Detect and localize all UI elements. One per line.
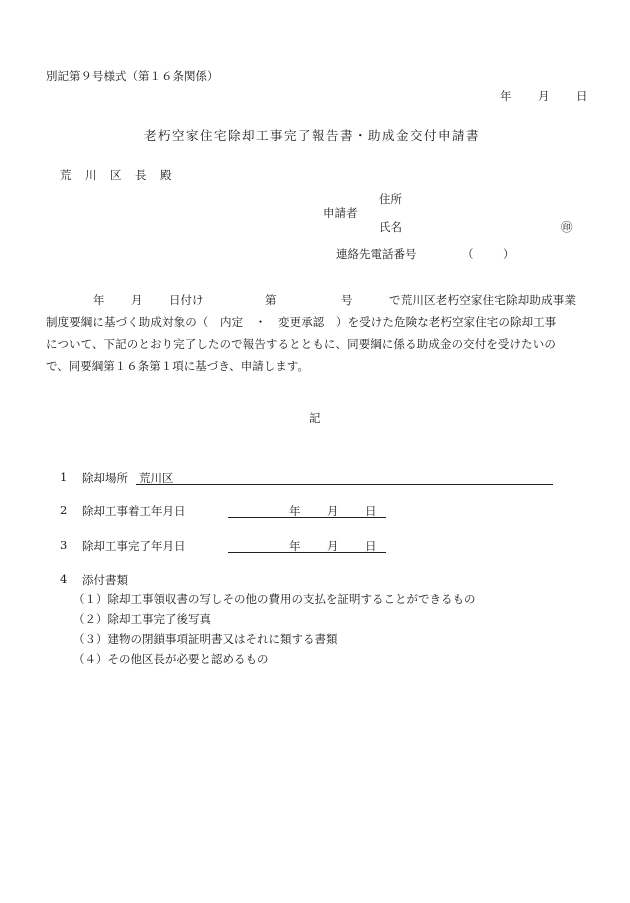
item-1-value: 荒川区 bbox=[139, 471, 174, 485]
body-line4: で、同要綱第１６条第１項に基づき、申請します。 bbox=[46, 359, 309, 373]
seal-mark: ㊞ bbox=[561, 220, 573, 234]
date-year: 年 bbox=[500, 89, 512, 103]
addressee: 荒 川 区 長 殿 bbox=[60, 168, 173, 182]
item-2-number: 2 bbox=[60, 503, 68, 517]
item-3-month: 月 bbox=[327, 539, 339, 553]
item-2-underline bbox=[228, 517, 386, 518]
applicant-label: 申請者 bbox=[323, 206, 358, 220]
name-label: 氏名 bbox=[379, 220, 402, 234]
phone-label: 連絡先電話番号 bbox=[336, 247, 417, 261]
item-4-label: 添付書類 bbox=[82, 573, 128, 587]
date-month: 月 bbox=[538, 89, 550, 103]
item-3-day: 日 bbox=[365, 539, 377, 553]
body-dated: 日付け bbox=[169, 293, 204, 307]
document-title: 老朽空家住宅除却工事完了報告書・助成金交付申請書 bbox=[144, 128, 481, 143]
item-3-label: 除却工事完了年月日 bbox=[82, 539, 186, 553]
date-day: 日 bbox=[576, 89, 588, 103]
item-2-month: 月 bbox=[327, 504, 339, 518]
body-dai: 第 bbox=[265, 293, 277, 307]
item-2-year: 年 bbox=[289, 504, 301, 518]
body-gou: 号 bbox=[341, 293, 353, 307]
item-3-underline bbox=[228, 552, 386, 553]
item-2-day: 日 bbox=[365, 504, 377, 518]
item-2-label: 除却工事着工年月日 bbox=[82, 504, 186, 518]
item-1-number: 1 bbox=[60, 470, 68, 484]
attachment-2: （２）除却工事完了後写真 bbox=[73, 612, 211, 626]
body-year: 年 bbox=[93, 293, 105, 307]
form-number: 別記第９号様式（第１６条関係） bbox=[46, 69, 219, 83]
body-line3: について、下記のとおり完了したので報告するとともに、同要綱に係る助成金の交付を受けたいの bbox=[46, 337, 556, 351]
attachment-1: （１）除却工事領収書の写しその他の費用の支払を証明することができるもの bbox=[73, 592, 476, 606]
item-1-underline bbox=[136, 484, 553, 485]
attachment-3: （３）建物の閉鎖事項証明書又はそれに類する書類 bbox=[73, 632, 338, 646]
body-line2: 制度要綱に基づく助成対象の（ 内定 ・ 変更承認 ）を受けた危険な老朽空家住宅の除却工事 bbox=[46, 315, 557, 329]
phone-paren-open: （ bbox=[462, 247, 474, 261]
item-3-number: 3 bbox=[60, 538, 68, 552]
address-label: 住所 bbox=[379, 192, 402, 206]
item-1-label: 除却場所 bbox=[82, 471, 128, 485]
item-3-year: 年 bbox=[289, 539, 301, 553]
body-month: 月 bbox=[131, 293, 143, 307]
phone-paren-close: ） bbox=[503, 247, 515, 261]
item-4-number: 4 bbox=[60, 572, 68, 586]
attachment-4: （４）その他区長が必要と認めるもの bbox=[73, 652, 269, 666]
ki-heading: 記 bbox=[309, 411, 321, 425]
body-line1-text: で荒川区老朽空家住宅除却助成事業 bbox=[389, 293, 577, 307]
